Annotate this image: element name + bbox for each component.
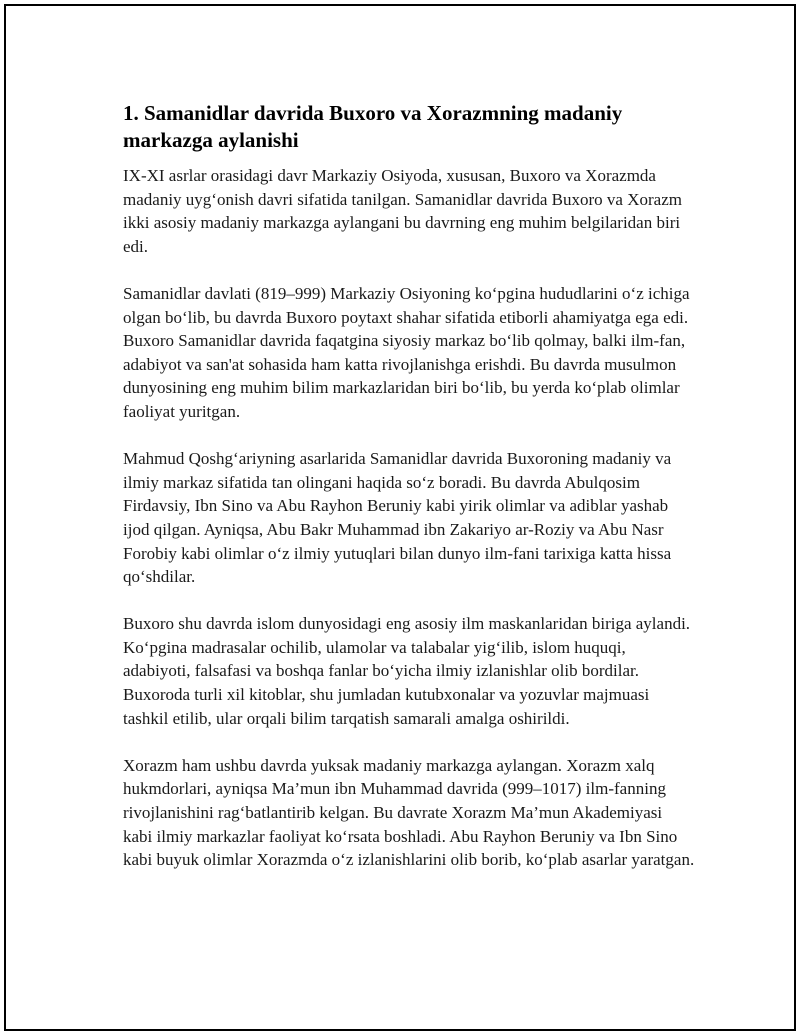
paragraph-5: Xorazm ham ushbu davrda yuksak madaniy markazga aylangan. Xorazm xalq hukmdorlari, ayniqsa Ma’mun ibn Muhammad davrida (999–1017) ilm-fanning rivojlanishini rag‘batlantirib kelgan. Bu davrate Xorazm Ma’mun Akademiyasi kabi ilmiy markazlar faoliyat ko‘rsata boshladi. Abu Rayhon Beruniy va Ibn Sino kabi buyuk olimlar Xorazmda o‘z izlanishlarini olib borib, ko‘plab asarlar yaratgan. [123, 755, 695, 870]
paragraph-2: Samanidlar davlati (819–999) Markaziy Osiyoning ko‘pgina hududlarini o‘z ichiga olgan bo‘lib, bu davrda Buxoro poytaxt shahar sifatida etiborli ahamiyatga ega edi. Buxoro Samanidlar davrida faqatgina siyosiy markaz bo‘lib qolmay, balki ilm-fan, adabiyot va san'at sohasida ham katta rivojlanishga erishdi. Bu davrda musulmon dunyosining eng muhim bilim markazlaridan biri bo‘lib, bu yerda ko‘plab olimlar faoliyat yuritgan. [123, 283, 690, 421]
page-frame [4, 4, 796, 1031]
paragraph-3: Mahmud Qoshg‘ariyning asarlarida Samanidlar davrida Buxoroning madaniy va ilmiy markaz sifatida tan olingani haqida so‘z boradi. Bu davrda Abulqosim Firdavsiy, Ibn Sino va Abu Rayhon Beruniy kabi yirik olimlar va adiblar yashab ijod qilgan. Ayniqsa, Abu Bakr Muhammad ibn Zakariyo ar-Roziy va Abu Nasr Forobiy kabi olimlar o‘z ilmiy yutuqlari bilan dunyo ilm-fani tarixiga katta hissa qo‘shdilar. [123, 449, 672, 587]
page-title: 1. Samanidlar davrida Buxoro va Xorazmning madaniy markazga aylanishi [123, 101, 623, 152]
paragraph-1: IX-XI asrlar orasidagi davr Markaziy Osiyoda, xususan, Buxoro va Xorazmda madaniy uyg‘onish davri sifatida tanilgan. Samanidlar davrida Buxoro va Xorazm ikki asosiy madaniy markazga aylangani bu davrning eng muhim belgilaridan biri edi. [123, 166, 682, 256]
document-body [123, 100, 695, 895]
paragraph-4: Buxoro shu davrda islom dunyosidagi eng asosiy ilm maskanlaridan biriga aylandi. Ko‘pgina madrasalar ochilib, ulamolar va talabalar yig‘ilib, islom huquqi, adabiyoti, falsafasi va boshqa fanlar bo‘yicha ilmiy izlanishlar olib bordilar. Buxoroda turli xil kitoblar, shu jumladan kutubxonalar va yozuvlar majmuasi tashkil etilib, ular orqali bilim tarqatish samarali amalga oshirildi. [123, 614, 691, 728]
